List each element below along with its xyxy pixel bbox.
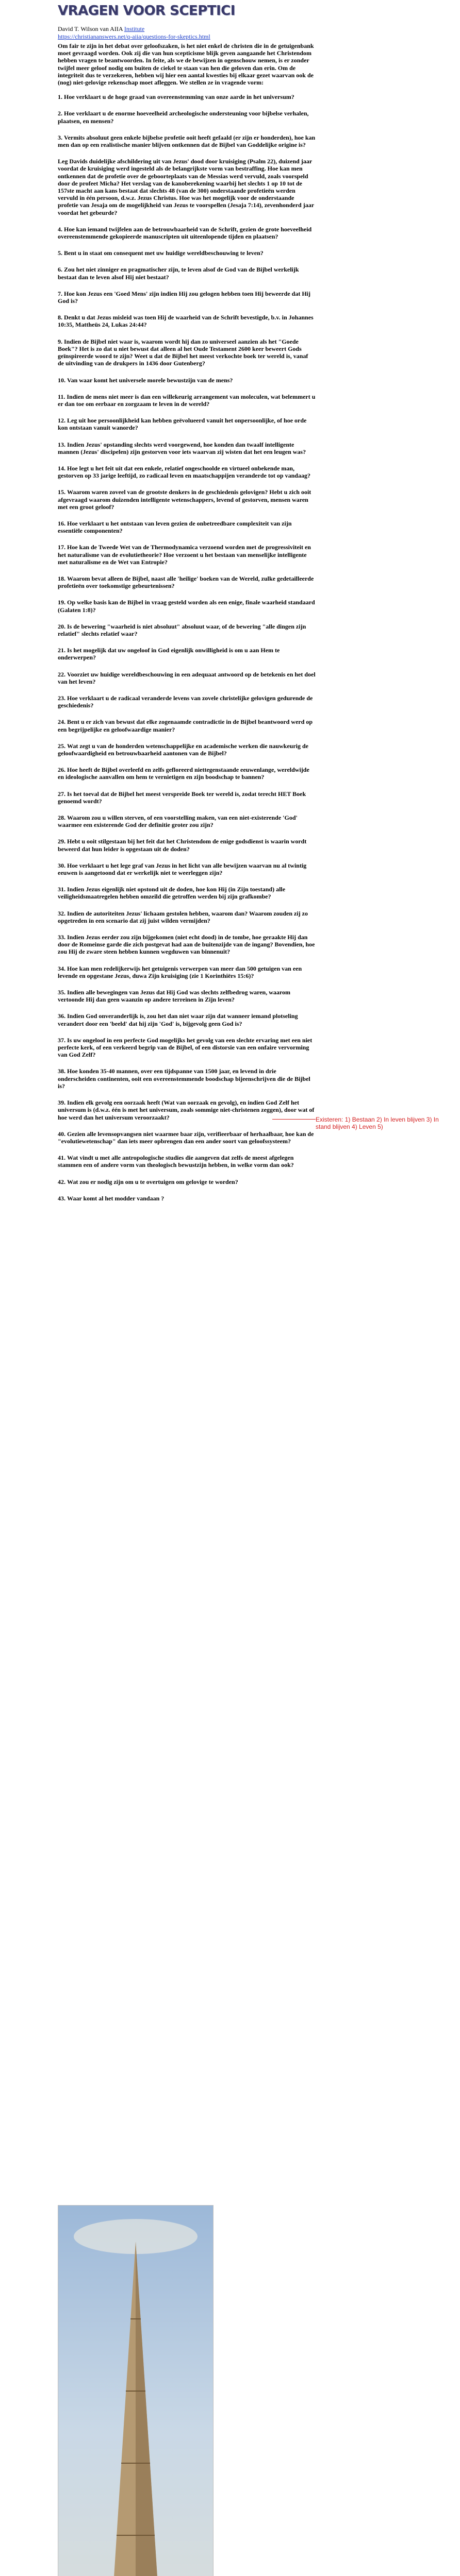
annotation-connector-line	[272, 1119, 316, 1120]
question-item	[58, 544, 316, 566]
question-text: Vermits absoluut geen enkele bijbelse profetie ooit heeft gefaald (er zijn er honderden), hoe kan men dan op een realistische manier blijven ontkennen dat de Bijbel van Goddelijke origine is?	[58, 133, 316, 149]
question-item	[58, 965, 316, 979]
author-line	[58, 25, 144, 33]
question-text: Indien Jezus eigenlijk niet opstond uit de doden, hoe kon Hij (in Zijn toestand) alle veiligheidsmaatregelen hebben omzeild die getroffen werden bij zijn grafkombe?	[58, 886, 286, 901]
question-number: 39.	[58, 1099, 65, 1107]
question-number: 16.	[58, 519, 65, 527]
question-item	[58, 862, 316, 876]
question-text: Is het mogelijk dat uw ongeloof in God eigenlijk onwilligheid is om u aan Hem te onderwerpen?	[58, 647, 280, 662]
question-item	[58, 599, 316, 613]
question-number: 24.	[58, 718, 65, 726]
question-number: 12.	[58, 417, 65, 425]
question-text: Hoe heeft de Bijbel overleefd en zelfs gefloreerd niettegenstaande eeuwenlange, wereldwijde en ideologische aanvallen om hem te vernietigen en zijn boodschap te bannen?	[58, 766, 309, 781]
question-item	[58, 1154, 316, 1168]
question-item	[58, 93, 316, 100]
question-item	[58, 226, 316, 240]
question-item	[58, 814, 316, 828]
question-item	[58, 393, 316, 408]
question-text: Hoe kan iemand twijfelen aan de betrouwbaarheid van de Schrift, gezien de grote hoeveelheid overeenstemmende gekopieerde manuscripten uit uiteenlopende tijden en plaatsen?	[58, 225, 312, 241]
question-item	[58, 989, 316, 1003]
question-number: 37.	[58, 1036, 65, 1044]
question-number: 30.	[58, 861, 65, 869]
question-number: 43.	[58, 1194, 65, 1202]
question-number: 4.	[58, 225, 62, 233]
question-item	[58, 718, 316, 733]
question-item	[58, 766, 316, 781]
question-number: 6.	[58, 266, 62, 274]
question-item	[58, 290, 316, 304]
question-item	[58, 742, 316, 757]
question-text: Waarom zou u willen sterven, of een voorstelling maken, van een niet-existerende 'God' waarmee een existerende God der definitie groter zou zijn?	[58, 814, 298, 829]
question-number: 38.	[58, 1067, 65, 1075]
question-text: Wat zegt u van de honderden wetenschappelijke en academische werken die nauwkeurig de geloofwaardigheid en betrouwbaarheid aantonen van de Bijbel?	[58, 742, 308, 757]
intro-paragraph: Om fair te zijn in het debat over geloofszaken, is het niet enkel de christen die in de getuigenbank moet gevraagd worden. Ook zij die van hun scepticisme blijk geven aangaande het Christendom hebben vragen te beantwoorden. In feite, als we de bewijzen in ogenschouw nemen, is er zonder twijfel meer geloof nodig om buiten de ciekel te staan van hen die geloven dan erin. Om de integriteit dus te verzekeren, hebben wij hier een aantal kwesties bij elkaar gezet waarvan ook de (nog) niet-gelovige rekenschap moet afleggen. We stellen ze in vragende vorm:	[58, 42, 314, 87]
question-item	[58, 1037, 316, 1059]
question-text: Indien God onveranderlijk is, zou het dan niet waar zijn dat wanneer iemand plotseling verandert door een 'beeld' dat hij zijn 'God' is, bijgevolg geen God is?	[58, 1012, 298, 1027]
question-text: Waarom waren zoveel van de grootste denkers in de geschiedenis gelovigen? Hebt u zich ooit afgevraagd waarom duizenden intelligente wetenschappers, levend of gestorven, mensen waren met een groot geloof?	[58, 488, 311, 511]
question-text: Indien Jezus' opstanding slechts werd voorgewend, hoe konden dan twaalf intelligente mannen (Jezus' discipelen) zijn gestorven voor iets waarvan zij wisten dat het een leugen was?	[58, 440, 306, 455]
question-text: Indien alle bewegingen van Jezus dat Hij God was slechts zelfbedrog waren, waarom vertoonde Hij dan geen waanzin op andere terreinen in Zijn leven?	[58, 989, 291, 1004]
question-text: Indien de mens niet meer is dan een willekeurig arrangement van moleculen, wat belemmert u er dan toe om eerbaar en zorgzaam te leven in de wereld?	[58, 393, 316, 408]
question-item	[58, 910, 316, 924]
question-item	[58, 338, 316, 367]
question-item	[58, 488, 316, 511]
question-number: 40.	[58, 1130, 65, 1138]
question-item	[58, 1099, 316, 1121]
question-text: Indien de Bijbel niet waar is, waarom wordt hij dan zo universeel aanzien als het "Goede Boek"? Het is zo dat u niet bewust dat alleen al het Oude Testament 2600 keer beweert Gods geïnspireerde woord te zijn? Weet u dat de Bijbel het meest verkochte boek ter wereld is, vanaf de uitvinding van de drukpers in 1436 door Gutenberg?	[58, 337, 308, 367]
question-item	[58, 441, 316, 455]
question-number: 29.	[58, 838, 65, 845]
question-number: 10.	[58, 376, 65, 384]
question-text: Is uw ongeloof in een perfecte God mogelijks het gevolg van een slechte ervaring met een niet perfecte kerk, of een verkeerd begrip van de Bijbel, of een distorsie van een onfaire vervorming van God Zelf?	[58, 1036, 313, 1059]
question-number: 2.	[58, 110, 62, 117]
question-list	[58, 93, 316, 1202]
question-text: Leg Davids duidelijke afschildering uit van Jezus' dood door kruisiging (Psalm 22), duizend jaar voordat de kruisiging werd ingesteld als de belangrijkste vorm van bestraffing. Hoe kan men ontkennen dat de profetie over de geboorteplaats van de Messias werd vervuld, zoals voorspeld door de profeet Micha? Het verslag van de kanoberekening waarbij het slechts 1 op 10 tot de 157ste macht aan kans bestaat dat slechts 48 (van de 300) onderstaande profetieën werden vervuld in één persoon, d.w.z. Jezus Christus. Hoe was het mogelijk voor de onderstaande profetie van Jesaja om de mogelijkheid van Jezus te voorspellen (Jesaja 7:14), zevenhonderd jaar voordat het gebeurde?	[58, 158, 314, 216]
question-number: 22.	[58, 670, 65, 678]
question-number: 28.	[58, 814, 65, 822]
question-item	[58, 110, 316, 124]
question-item	[58, 158, 316, 216]
question-text: Denkt u dat Jezus misleid was toen Hij de waarheid van de Schrift bevestigde, b.v. in Johannes 10:35, Mattheüs 24, Lukas 24:44?	[58, 314, 314, 329]
question-number: 15.	[58, 488, 65, 496]
source-url-link[interactable]: https://christiananswers.net/q-aiia/questions-for-skeptics.html	[58, 33, 210, 40]
tower-of-babel-illustration	[58, 2205, 213, 2576]
question-item	[58, 134, 316, 148]
question-text: Bent u er zich van bewust dat elke zogenaamde contradictie in de Bijbel beantwoord werd op een begrijpelijke en geloofwaardige manier?	[58, 718, 313, 733]
question-item	[58, 377, 316, 384]
question-text: Hoe verklaart u de hoge graad van overeenstemming van onze aarde in het universum?	[64, 93, 294, 101]
tower-drawing	[58, 2206, 213, 2576]
margin-annotation: Existeren: 1) Bestaan 2) In leven blijven 3) In stand blijven 4) Leven 5)	[316, 1116, 439, 1130]
question-number: 9.	[58, 337, 62, 345]
question-text: Hoe konden 35-40 mannen, over een tijdspanne van 1500 jaar, en levend in drie onderscheiden continenten, ooit een overeenstemmende boodschap bijeenschrijven die de Bijbel is?	[58, 1067, 310, 1090]
question-number: 5.	[58, 249, 62, 257]
question-text: Leg uit hoe persoonlijkheid kan hebben geëvolueerd vanuit het onpersoonlijke, of hoe orde kon ontstaan vanuit wanorde?	[58, 417, 307, 432]
question-text: Bent u in staat om consequent met uw huidige wereldbeschouwing te leven?	[64, 249, 264, 257]
question-number: 14.	[58, 464, 65, 472]
question-item	[58, 647, 316, 661]
question-text: Op welke basis kan de Bijbel in vraag gesteld worden als een enige, finale waarheid standaard (Galaten 1:8)?	[58, 599, 315, 614]
question-item	[58, 1012, 316, 1027]
question-number: 42.	[58, 1178, 65, 1185]
question-item	[58, 623, 316, 637]
question-text: Indien Jezus eerder zou zijn bijgekomen (niet echt dood) in de tombe, hoe geraakte Hij dan door de Romeinse garde die zich postgevat had aan de buitenzijde van de ingang? Bovendien, hoe zou Hij de zware steen hebben kunnen wegduwen van binnenuit?	[58, 934, 315, 956]
question-item	[58, 1178, 316, 1185]
question-text: Gezien alle levensopvangsen niet waarmee baar zijn, verifieerbaar of herhaalbaar, hoe kan de "evolutiewetenschap" dan iets meer opbrengen dan een ander soort van geloofssysteem?	[58, 1130, 314, 1145]
question-text: Waar komt al het modder vandaan ?	[67, 1194, 165, 1202]
question-number: 17.	[58, 544, 65, 551]
question-item	[58, 838, 316, 852]
question-text: Hoe kan men redelijkerwijs het getuigenis verwerpen van meer dan 500 getuigen van een levende en opgestane Jezus, duwa Zijn kruisiging (zie 1 Korinthiërs 15:6)?	[58, 964, 302, 979]
question-number: 41.	[58, 1154, 65, 1162]
question-number: 26.	[58, 766, 65, 774]
question-item	[58, 694, 316, 709]
question-number: 11.	[58, 393, 65, 400]
question-text: Is de bewering "waarheid is niet absoluut" absoluut waar, of de bewering "alle dingen zijn relatief" slechts relatief waar?	[58, 622, 306, 637]
question-item	[58, 1067, 316, 1090]
question-text: Zou het niet zinniger en pragmatischer zijn, te leven alsof de God van de Bijbel werkelijk bestaat dan te leven alsof Hij niet bestaat?	[58, 266, 299, 281]
question-number: 32.	[58, 909, 65, 917]
question-item	[58, 575, 316, 589]
question-item	[58, 520, 316, 534]
article-body	[58, 42, 316, 1211]
author-institute-link[interactable]: Institute	[124, 25, 145, 32]
question-text: Hoe kon Jezus een 'Goed Mens' zijn indien Hij zou gelogen hebben toen Hij beweerde dat Hij God is?	[58, 290, 310, 305]
question-number: 8.	[58, 314, 62, 321]
page-title: VRAGEN VOOR SCEPTICI	[58, 3, 235, 19]
question-number: 23.	[58, 694, 65, 702]
question-number: 18.	[58, 574, 65, 582]
question-number: 33.	[58, 934, 65, 941]
question-item	[58, 1130, 316, 1145]
author-text: David T. Wilson van AIIA	[58, 25, 123, 32]
question-item	[58, 314, 316, 328]
question-text: Hebt u ooit stilgestaan bij het feit dat het Christendom de enige godsdienst is waarin wordt beweerd dat hun leider is opgestaan uit de doden?	[58, 838, 307, 853]
question-number: 36.	[58, 1012, 65, 1020]
question-text: Voorziet uw huidige wereldbeschouwing in een adequaat antwoord op de betekenis en het doel van het leven?	[58, 670, 316, 685]
question-number: 19.	[58, 599, 65, 606]
question-number: 7.	[58, 290, 62, 297]
question-number: 27.	[58, 790, 65, 798]
question-text: Indien de autoriteiten Jezus' lichaam gestolen hebben, waarom dan? Waarom zouden zij zo opgetreden in een scenario dat zij juist wilden vermijden?	[58, 909, 308, 924]
question-item	[58, 249, 316, 257]
question-number: 13.	[58, 440, 65, 448]
question-number: 34.	[58, 964, 65, 972]
question-number: 21.	[58, 647, 65, 654]
question-text: Hoe verklaart u de enorme hoeveelheid archeologische ondersteuning voor bijbelse verhalen, plaatsen, en mensen?	[58, 110, 309, 125]
question-item	[58, 417, 316, 431]
question-item	[58, 934, 316, 956]
question-number: 1.	[58, 93, 62, 101]
question-text: Wat zou er nodig zijn om u te overtuigen om gelovige te worden?	[67, 1178, 238, 1185]
question-text: Hoe verklaart u de radicaal veranderde levens van zovele christelijke gelovigen gedurende de geschiedenis?	[58, 694, 313, 709]
question-number: 31.	[58, 886, 65, 893]
question-number: 25.	[58, 742, 65, 750]
question-text: Is het toeval dat de Bijbel het meest verspreide Boek ter wereld is, zodat terecht HET Boek genoemd wordt?	[58, 790, 306, 805]
question-item	[58, 886, 316, 900]
question-text: Hoe kan de Tweede Wet van de Thermodynamica verzoend worden met de progressiviteit en het naturalisme van de evolutietheorie? Hoe verzoent u het bestaan van menselijke intelligente met naturalisme en de Wet van Entropie?	[58, 544, 311, 566]
question-item	[58, 266, 316, 280]
question-number: 35.	[58, 989, 65, 996]
question-number: 20.	[58, 622, 65, 630]
question-text: Indien elk gevolg een oorzaak heeft (Wat van oorzaak en gevolg), en indien God Zelf het universum is (d.w.z. één is met het universum, zoals sommige niet-christenen zeggen), door wat of hoe werd dan het universum veroorzaakt?	[58, 1099, 315, 1121]
question-text: Hoe verklaart u het ontstaan van leven gezien de onbetreedbare complexiteit van zijn essentiële componenten?	[58, 519, 292, 535]
question-item	[58, 790, 316, 805]
question-text: Van waar komt het universele morele bewustzijn van de mens?	[67, 376, 233, 384]
question-text: Hoe legt u het feit uit dat een enkele, relatief ongeschoolde en virtueel onbekende man, gestorven op 33 jarige leeftijd, zo radicaal leven en maatschappijen veranderde tot op vandaag?	[58, 464, 310, 480]
question-text: Wat vindt u met alle antropologische studies die aangeven dat zelfs de meest afgelegen stammen een of andere vorm van theologisch bewustzijn hebben, in welke vorm dan ook?	[58, 1154, 294, 1169]
question-item	[58, 671, 316, 685]
question-item	[58, 1195, 316, 1202]
question-text: Hoe verklaart u het lege graf van Jezus in het licht van alle bewijzen waarvan nu al twintig eeuwen is aangetoond dat er werkelijk niet te weerleggen zijn?	[58, 861, 307, 877]
question-item	[58, 465, 316, 479]
question-number: 3.	[58, 133, 62, 141]
question-text: Waarom bevat alleen de Bijbel, naast alle 'heilige' boeken van de Wereld, zulke gedetailleerde profetieën over toekomstige gebeurtenissen?	[58, 574, 314, 590]
